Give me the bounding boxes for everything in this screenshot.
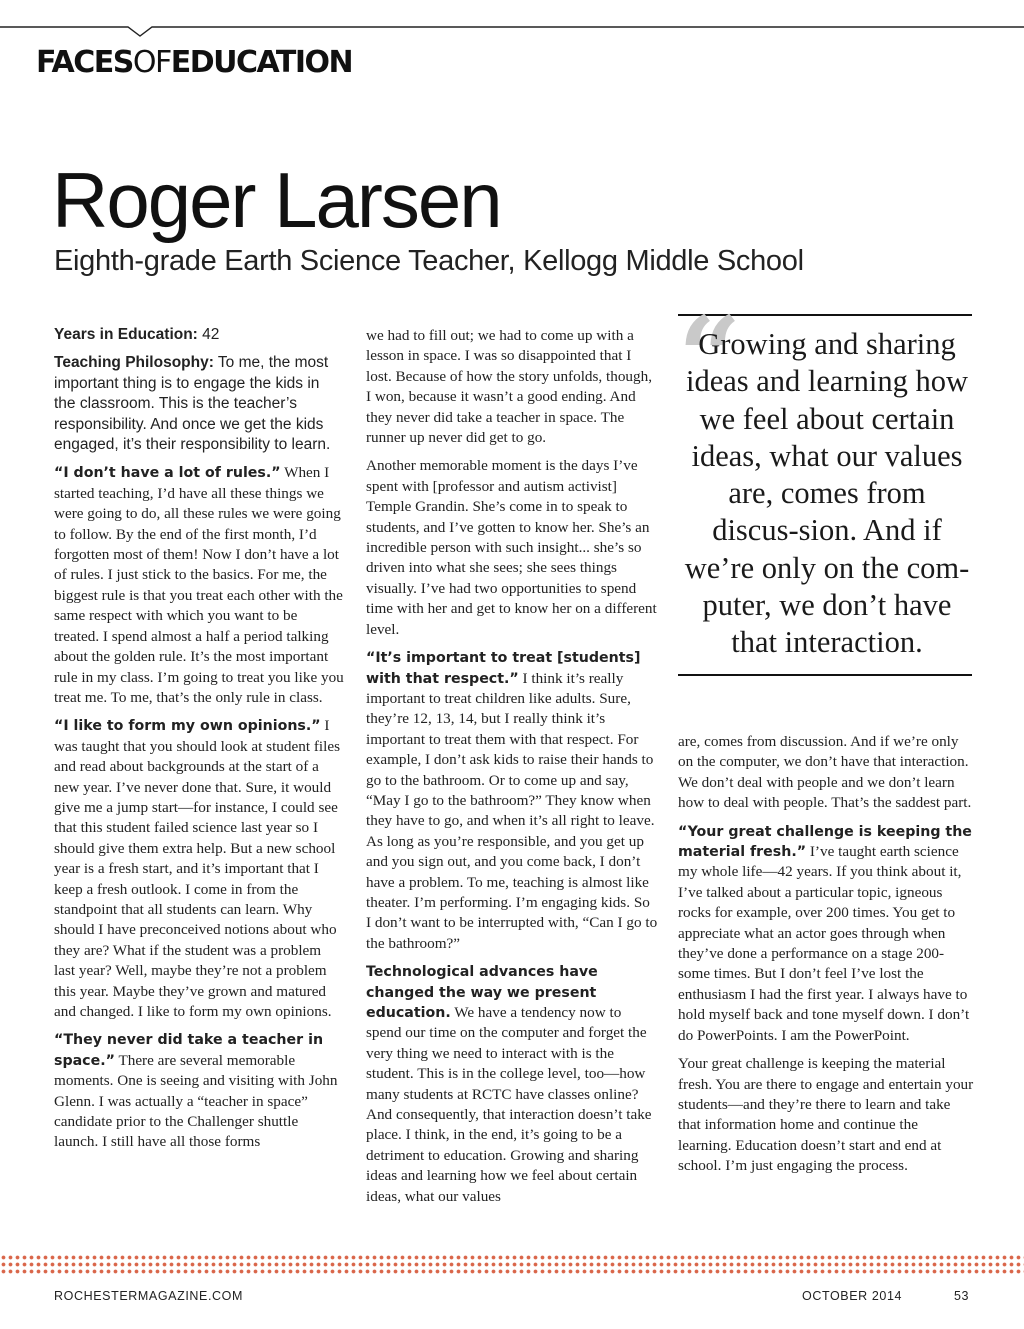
- article-paragraph: [366, 648, 658, 954]
- header-rule: [0, 0, 1024, 40]
- pull-quote-text: Growing and sharing ideas and learning how we feel about certain ideas, what our values are, comes from discus-sion. And if we’re only on the com-puter, we don’t have that interaction.: [684, 327, 970, 660]
- paragraph-text: I was taught that you should look at student files and read about backgrounds at the start of a new year. I’ve never done that. Sure, it would give me a jump start—for instance, I could see that this student failed science last year so I should give them extra help. But a new school year is a fresh start, and it’s important that I keep a fresh outlook. I come in from the standpoint that all students can learn. Why should I have preconceived notions about who they are? What if the student was a problem last year? Well, maybe they’re not a problem this year. Maybe they’ve grown and matured and changed. I like to form my own opinions.: [54, 717, 340, 1020]
- pull-quote: [678, 292, 972, 676]
- footer-website: ROCHESTERMAGAZINE.COM: [54, 1289, 243, 1303]
- article-column-2: [366, 326, 658, 1215]
- paragraph-lead: “I like to form my own opinions.”: [54, 718, 321, 735]
- article-column-3: [678, 732, 974, 1185]
- years-in-education: [54, 325, 344, 345]
- paragraph-text: We have a tendency now to spend our time on the computer and forget the very thing we need to interact with is the student. This is in the college level, too—how many students at RCTC have classes online? And consequently, that interaction doesn’t take place. I think, in the end, it’s going to be a detriment to education. Growing and sharing ideas and learning how we feel about certain ideas, what our values: [366, 1004, 652, 1205]
- page-number: 53: [954, 1289, 970, 1303]
- article-paragraph: [366, 962, 658, 1207]
- quote-mark-icon: “: [678, 292, 742, 421]
- paragraph-text: There are several memorable moments. One is seeing and visiting with John Glenn. I was actually a “teacher in space” candidate prior to the Challenger shuttle launch. I still have all those forms: [54, 1051, 338, 1151]
- article-paragraph: Another memorable moment is the days I’ve spent with [professor and autism activist] Temple Grandin. She’s come in to speak to students, and I’ve gotten to know her. She’s an incredible person with such insight... she’s so driven into what she sees; she sees things visually. I’ve had two opportunities to spend time with her and get to know her on a different level.: [366, 457, 657, 638]
- article-paragraph: [678, 822, 974, 1046]
- article-column-1: [54, 325, 344, 1161]
- article-paragraph: Your great challenge is keeping the material fresh. You are there to engage and entertain your students—and they’re there to learn and take that information home and continue the learning. Education doesn’t start and end at school. I’m just engaging the process.: [678, 1055, 974, 1175]
- paragraph-lead: “It’s important to treat [students] with that respect.”: [366, 650, 641, 687]
- years-value: 42: [197, 326, 220, 343]
- article-paragraph: [54, 716, 344, 1022]
- page-title: Roger Larsen: [52, 156, 501, 244]
- page-subtitle: Eighth-grade Earth Science Teacher, Kellogg Middle School: [54, 245, 804, 277]
- paragraph-lead: Technological advances have changed the way we present education.: [366, 964, 598, 1021]
- teaching-philosophy: [54, 353, 344, 455]
- paragraph-text: I’ve taught earth science my whole life—42 years. If you think about it, I’ve talked about a particular topic, igneous rocks for example, over 200 times. You get to appreciate what an actor goes through when they’ve done a performance on a stage 200-some times. But I don’t feel I’ve lost the enthusiasm I had the first year. I always have to hold myself back and tone myself down. I don’t do PowerPoints. I am the PowerPoint.: [678, 843, 970, 1044]
- article-paragraph: [54, 463, 344, 708]
- footer-date: OCTOBER 2014: [802, 1289, 903, 1303]
- philosophy-text: To me, the most important thing is to engage the kids in the classroom. This is the teacher’s responsibility. And once we get the kids engaged, it’s their responsibility to learn.: [54, 354, 331, 454]
- philosophy-label: Teaching Philosophy:: [54, 354, 214, 372]
- paragraph-text: I think it’s really important to treat children like adults. Sure, they’re 12, 13, 14, but I really think it’s important to treat them with that respect. For example, I don’t ask kids to raise their hands to go to the bathroom. Or to come up and say, “May I go to the bathroom?” They know when they have to go, and when it’s all right to leave. As long as you’re responsible, and you get up and you sign out, and you come back, I don’t have a problem. To me, teaching is almost like theater. I’m performing. I’m engaging kids. So I don’t want to be interrupted with, “Can I go to the bathroom?”: [366, 669, 658, 952]
- article-paragraph: [54, 1030, 344, 1152]
- section-tag-faces: FACES: [36, 45, 133, 80]
- paragraph-text: When I started teaching, I’d have all these things we were going to do, all these rules we were going to follow. By the end of the first month, I’d forgotten most of them! Now I don’t have a lot of rules. I just stick to the basics. For me, the biggest rule is that you treat each other with the same respect with which you want to be treated. I spend almost a half a period talking about the golden rule. It’s the most important rule in my class. I’m going to treat you like you treat me. To me, that’s the only rule in class.: [54, 464, 344, 706]
- section-tag-education: EDUCATION: [170, 45, 353, 80]
- years-label: Years in Education:: [54, 326, 198, 343]
- article-paragraph: we had to fill out; we had to come up with a lesson in space. I was so disappointed that I lost. Because of how the story unfolds, though, I won, because it wasn’t a good ending. And they never did take a teacher in space. The runner up never did get to go.: [366, 327, 652, 447]
- article-paragraph: are, comes from discussion. And if we’re only on the computer, we don’t have that interaction. We don’t deal with people and we don’t learn how to deal with people. That’s the saddest part.: [678, 733, 972, 812]
- paragraph-lead: “I don’t have a lot of rules.”: [54, 465, 281, 482]
- paragraph-lead: “Your great challenge is keeping the material fresh.”: [678, 823, 972, 861]
- section-tag: [36, 44, 352, 82]
- section-tag-of: OF: [132, 45, 171, 80]
- paragraph-lead: “They never did take a teacher in space.”: [54, 1032, 324, 1069]
- dotted-divider: [0, 1254, 1024, 1276]
